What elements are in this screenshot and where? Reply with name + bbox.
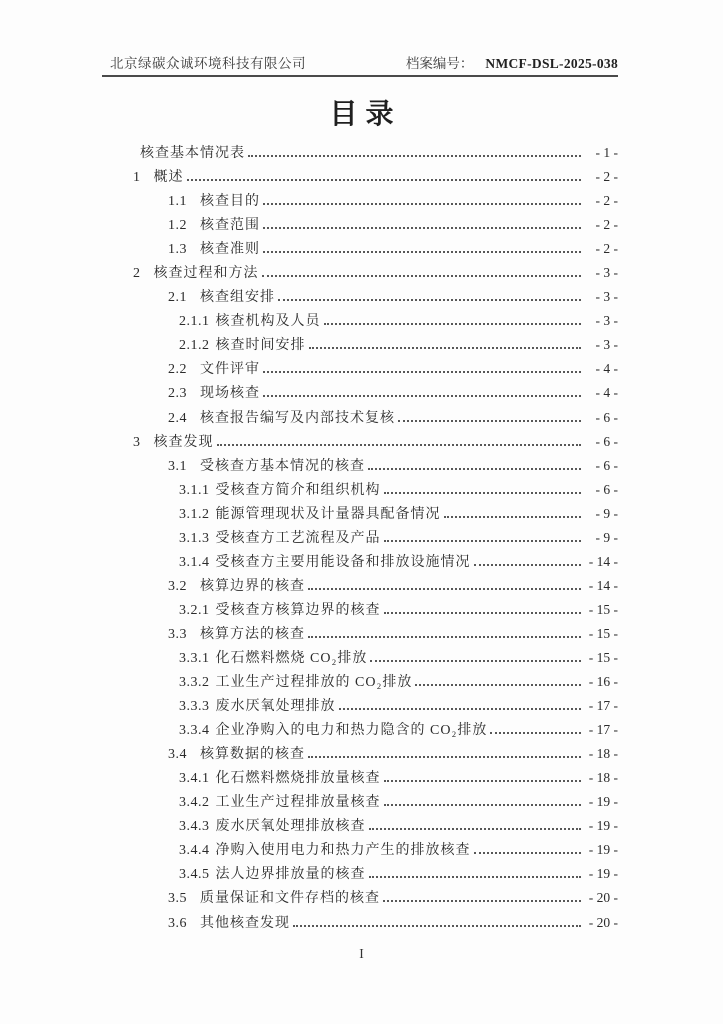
toc-entry-page: - 19 - [588, 866, 618, 882]
toc-entry [133, 310, 618, 334]
toc-entry-label: 核查目的 [200, 194, 260, 210]
toc-dot-leader [398, 420, 581, 422]
toc-entry-number: 3.1 [168, 458, 187, 474]
toc-entry-page: - 17 - [588, 698, 618, 714]
toc-entry-number: 2.1 [168, 290, 187, 306]
toc-entry [133, 671, 618, 695]
toc-entry-page: - 6 - [595, 433, 618, 449]
toc-dot-leader [444, 516, 582, 518]
toc-entry [133, 912, 618, 936]
toc-entry [133, 887, 618, 911]
toc-entry-label: 核查准则 [200, 242, 260, 258]
toc-entry [133, 479, 618, 503]
toc-entry-page: - 3 - [595, 265, 618, 281]
toc-dot-leader [308, 756, 581, 758]
table-of-contents [133, 142, 618, 936]
toc-dot-leader [263, 371, 581, 373]
toc-dot-leader [263, 395, 581, 397]
toc-entry-page: - 2 - [595, 169, 618, 185]
toc-entry-label: 现场核查 [200, 386, 260, 402]
toc-dot-leader [262, 275, 582, 277]
toc-entry-number: 2.2 [168, 362, 187, 378]
toc-entry [133, 142, 618, 166]
toc-entry-label: 能源管理现状及计量器具配备情况 [215, 506, 441, 522]
toc-entry-number: 3.4.4 [179, 843, 210, 859]
toc-entry-number: 3 [133, 434, 141, 450]
toc-entry-label: 废水厌氧处理排放核查 [215, 819, 366, 835]
toc-entry-page: - 6 - [595, 457, 618, 473]
toc-entry-label: 企业净购入的电力和热力隐含的 CO₂排放 [215, 723, 488, 739]
toc-entry-label: 工业生产过程排放的 CO₂排放 [215, 675, 413, 691]
toc-entry [133, 358, 618, 382]
toc-entry [133, 286, 618, 310]
file-number-group [406, 52, 618, 72]
toc-entry-number: 3.2 [168, 578, 187, 594]
toc-entry-label: 核查机构及人员 [215, 314, 321, 330]
toc-entry-number: 3.3.3 [179, 699, 210, 715]
toc-entry-label: 核查基本情况表 [140, 146, 245, 161]
toc-entry-number: 3.3.2 [179, 675, 210, 691]
toc-entry [133, 190, 618, 214]
toc-dot-leader [309, 347, 582, 349]
toc-dot-leader [217, 444, 582, 446]
toc-entry-label: 受核查方简介和组织机构 [215, 482, 381, 498]
toc-entry [133, 382, 618, 406]
toc-dot-leader [370, 660, 581, 662]
toc-entry-label: 质量保证和文件存档的核查 [200, 891, 380, 907]
toc-dot-leader [369, 828, 582, 830]
toc-entry [133, 527, 618, 551]
toc-entry [133, 719, 618, 743]
toc-entry-number: 3.3.4 [179, 723, 210, 739]
toc-entry [133, 815, 618, 839]
toc-dot-leader [293, 925, 581, 927]
toc-entry-page: - 3 - [595, 337, 618, 353]
toc-entry-number: 1.2 [168, 218, 187, 234]
toc-entry-number: 1.1 [168, 194, 187, 210]
toc-entry-page: - 15 - [588, 625, 618, 641]
toc-entry-page: - 4 - [595, 361, 618, 377]
toc-dot-leader [474, 564, 582, 566]
toc-entry-number: 1.3 [168, 242, 187, 258]
toc-dot-leader [384, 780, 582, 782]
toc-entry-number: 1 [133, 170, 141, 186]
toc-entry-number: 3.2.1 [179, 602, 210, 618]
toc-entry [133, 238, 618, 262]
toc-entry-number: 2 [133, 266, 141, 282]
page-number: I [359, 946, 364, 961]
toc-dot-leader [278, 299, 581, 301]
toc-entry-page: - 17 - [588, 722, 618, 738]
file-number-value: NMCF-DSL-2025-038 [485, 56, 618, 71]
toc-entry-number: 3.4.1 [179, 771, 210, 787]
toc-entry-number: 3.3.1 [179, 650, 210, 666]
toc-dot-leader [308, 636, 581, 638]
page-title: 目录 [329, 99, 402, 130]
toc-entry-number: 3.1.4 [179, 554, 210, 570]
toc-entry [133, 262, 618, 286]
toc-dot-leader [263, 251, 581, 253]
toc-dot-leader [368, 468, 581, 470]
toc-dot-leader [384, 612, 582, 614]
toc-entry-label: 化石燃料燃烧 CO₂排放 [215, 650, 368, 666]
toc-entry-label: 其他核查发现 [200, 915, 290, 931]
toc-entry-label: 受核查方工艺流程及产品 [215, 530, 381, 546]
toc-entry-label: 化石燃料燃烧排放量核查 [215, 771, 381, 787]
toc-entry [133, 575, 618, 599]
toc-entry-page: - 14 - [588, 553, 618, 569]
toc-entry [133, 863, 618, 887]
toc-dot-leader [384, 492, 582, 494]
toc-entry-page: - 14 - [588, 577, 618, 593]
toc-entry-page: - 19 - [588, 818, 618, 834]
toc-entry-number: 3.4.5 [179, 867, 210, 883]
toc-entry [133, 503, 618, 527]
toc-entry-page: - 19 - [588, 794, 618, 810]
toc-entry-number: 3.1.2 [179, 506, 210, 522]
toc-entry-page: - 3 - [595, 289, 618, 305]
toc-entry-page: - 15 - [588, 601, 618, 617]
toc-entry-label: 核算数据的核查 [200, 747, 305, 763]
toc-entry-label: 核算边界的核查 [200, 578, 305, 594]
toc-entry-label: 核查组安排 [200, 290, 275, 306]
toc-entry-label: 核查时间安排 [215, 338, 306, 354]
toc-entry-number: 3.4.3 [179, 819, 210, 835]
toc-entry-page: - 20 - [588, 890, 618, 906]
toc-entry-page: - 18 - [588, 770, 618, 786]
toc-entry-number: 3.6 [168, 915, 187, 931]
toc-entry [133, 166, 618, 190]
toc-dot-leader [490, 732, 581, 734]
toc-dot-leader [384, 804, 582, 806]
toc-entry-label: 废水厌氧处理排放 [215, 699, 336, 715]
toc-dot-leader [369, 876, 582, 878]
toc-entry-number: 3.3 [168, 626, 187, 642]
toc-entry-page: - 9 - [595, 529, 618, 545]
toc-entry-label: 受核查方主要用能设备和排放设施情况 [215, 554, 471, 570]
toc-entry-number: 3.1.1 [179, 482, 210, 498]
toc-entry-page: - 18 - [588, 746, 618, 762]
toc-dot-leader [383, 900, 581, 902]
toc-dot-leader [187, 179, 582, 181]
toc-entry-number: 3.4.2 [179, 795, 210, 811]
toc-entry-page: - 4 - [595, 385, 618, 401]
toc-entry-number: 2.1.1 [179, 314, 210, 330]
toc-entry-label: 法人边界排放量的核查 [215, 867, 366, 883]
toc-entry [133, 767, 618, 791]
toc-entry-number: 3.5 [168, 891, 187, 907]
toc-entry-page: - 19 - [588, 842, 618, 858]
toc-entry-page: - 9 - [595, 505, 618, 521]
toc-dot-leader [308, 588, 581, 590]
toc-entry [133, 455, 618, 479]
toc-entry-number: 3.4 [168, 747, 187, 763]
toc-entry-page: - 15 - [588, 649, 618, 665]
toc-entry-page: - 20 - [588, 914, 618, 930]
toc-dot-leader [263, 227, 581, 229]
toc-entry-page: - 2 - [595, 217, 618, 233]
toc-entry-page: - 6 - [595, 409, 618, 425]
toc-entry [133, 647, 618, 671]
toc-dot-leader [339, 708, 582, 710]
toc-entry-page: - 2 - [595, 241, 618, 257]
toc-entry [133, 551, 618, 575]
toc-dot-leader [415, 684, 581, 686]
toc-entry [133, 791, 618, 815]
toc-entry-label: 概述 [153, 170, 184, 186]
toc-entry-label: 工业生产过程排放量核查 [215, 795, 381, 811]
toc-dot-leader [384, 540, 582, 542]
toc-entry-number: 3.1.3 [179, 530, 210, 546]
toc-entry-page: - 6 - [595, 481, 618, 497]
toc-entry-label: 核查范围 [200, 218, 260, 234]
toc-entry-number: 2.4 [168, 410, 187, 426]
toc-dot-leader [474, 852, 582, 854]
toc-entry [133, 431, 618, 455]
toc-entry-label: 核算方法的核查 [200, 626, 305, 642]
page-header [102, 52, 618, 77]
toc-entry-number: 2.1.2 [179, 338, 210, 354]
toc-entry-label: 核查过程和方法 [153, 266, 259, 282]
toc-dot-leader [263, 203, 581, 205]
toc-entry-label: 文件评审 [200, 362, 260, 378]
toc-entry-page: - 3 - [595, 313, 618, 329]
company-name: 北京绿碳众诚环境科技有限公司 [110, 56, 306, 71]
toc-entry-label: 净购入使用电力和热力产生的排放核查 [215, 843, 471, 859]
toc-entry [133, 599, 618, 623]
toc-dot-leader [248, 155, 581, 157]
page-footer [0, 946, 723, 962]
toc-entry-number: 2.3 [168, 386, 187, 402]
toc-entry [133, 334, 618, 358]
toc-entry [133, 214, 618, 238]
toc-entry-page: - 2 - [595, 193, 618, 209]
toc-entry-page: - 1 - [595, 145, 618, 160]
toc-entry-label: 受核查方基本情况的核查 [200, 458, 365, 474]
toc-entry [133, 743, 618, 767]
toc-entry-label: 核查发现 [153, 434, 214, 450]
toc-entry [133, 407, 618, 431]
toc-entry [133, 623, 618, 647]
toc-entry [133, 839, 618, 863]
toc-entry [133, 695, 618, 719]
toc-dot-leader [324, 323, 582, 325]
file-number-label: 档案编号： [405, 56, 474, 71]
toc-entry-label: 受核查方核算边界的核查 [215, 602, 381, 618]
toc-entry-page: - 16 - [588, 674, 618, 690]
toc-entry-label: 核查报告编写及内部技术复核 [200, 410, 395, 426]
